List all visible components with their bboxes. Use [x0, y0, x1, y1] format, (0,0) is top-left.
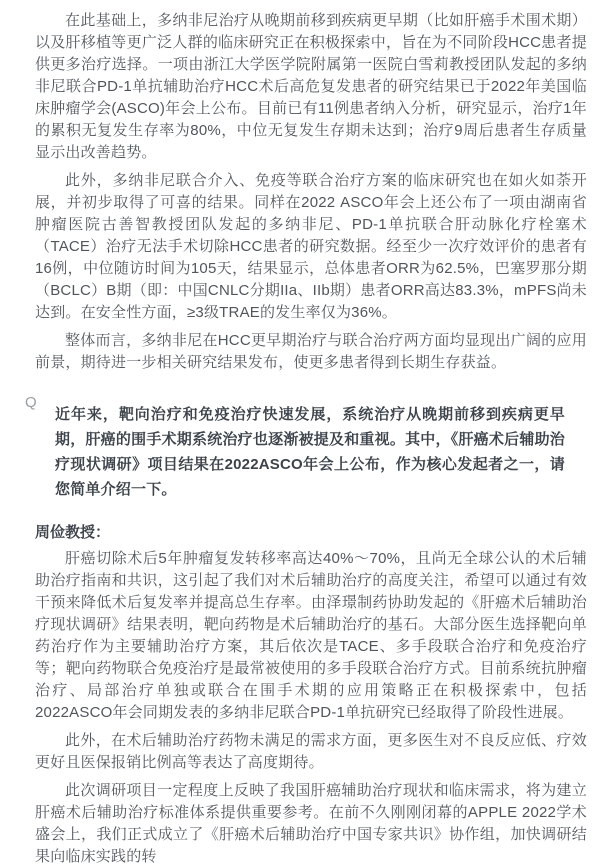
paragraph-intro-3: 整体而言，多纳非尼在HCC更早期治疗与联合治疗两方面均显现出广阔的应用前景，期待进一步相关研究结果发布，使更多患者得到长期生存获益。 [35, 332, 587, 371]
speaker-name: 周俭教授： [35, 524, 111, 541]
paragraph-intro-1: 在此基础上，多纳非尼治疗从晚期前移到疾病更早期（比如肝癌手术围术期）以及肝移植等更广泛人群的临床研究正在积极探索中，旨在为不同阶段HCC患者提供更多治疗选择。一项由浙江大学医学院附属第一医院白雪莉教授团队发起的多纳非尼联合PD-1单抗辅助治疗HCC术后高危复发患者的研究结果已于2022年美国临床肿瘤学会(ASCO)年会上公布。目前已有11例患者纳入分析，研究显示，治疗1年的累积无复发生存率为80%，中位无复发生存期未达到；治疗9周后患者生存质量显示出改善趋势。 [35, 12, 587, 161]
answer-paragraph-1: 肝癌切除术后5年肿瘤复发转移率高达40%～70%，且尚无全球公认的术后辅助治疗指南和共识，这引起了我们对术后辅助治疗的高度关注，希望可以通过有效干预来降低术后复发率并提高总生存率。由泽璟制药协助发起的《肝癌术后辅助治疗现状调研》结果表明，靶向药物是术后辅助治疗的基石。大部分医生选择靶向单药治疗作为主要辅助治疗方案，其后依次是TACE、多手段联合治疗和免疫治疗等；靶向药物联合免疫治疗是最常被使用的多手段联合治疗方式。目前系统抗肿瘤治疗、局部治疗单独或联合在围手术期的应用策略正在积极探索中，包括2022ASCO年会同期发表的多纳非尼联合PD-1单抗研究已经取得了阶段性进展。 [35, 550, 587, 721]
answer-paragraph-2: 此外，在术后辅助治疗药物未满足的需求方面，更多医生对不良反应低、疗效更好且医保报销比例高等表达了高度期待。 [35, 732, 587, 771]
question-text: 近年来，靶向治疗和免疫治疗快速发展，系统治疗从晚期前移到疾病更早期，肝癌的围手术期系统治疗也逐渐被提及和重视。其中，《肝癌术后辅助治疗现状调研》项目结果在2022ASCO年会上公布，作为核心发起者之一，请您简单介绍一下。 [55, 406, 565, 498]
answer-paragraph-3: 此次调研项目一定程度上反映了我国肝癌辅助治疗现状和临床需求，将为建立肝癌术后辅助治疗标准体系提供重要参考。在前不久刚刚闭幕的APPLE 2022学术盛会上，我们正式成立了《肝癌术后辅助治疗中国专家共识》协作组，加快调研结果向临床实践的转 [35, 782, 587, 865]
paragraph-intro-2: 此外，多纳非尼联合介入、免疫等联合治疗方案的临床研究也在如火如荼开展，并初步取得了可喜的结果。同样在2022 ASCO年会上还公布了一项由湖南省肿瘤医院古善智教授团队发起的多纳非尼、PD-1单抗联合肝动脉化疗栓塞术（TACE）治疗无法手术切除HCC患者的研究数据。经至少一次疗效评价的患者有16例，中位随访时间为105天，结果显示，总体患者ORR为62.5%，巴塞罗那分期（BCLC）B期（即：中国CNLC分期IIa、IIb期）患者ORR高达83.3%，mPFS尚未达到。在安全性方面，≥3级TRAE的发生率仅为36%。 [35, 172, 587, 321]
question-block [25, 394, 565, 502]
question-q-icon: Q [25, 394, 37, 411]
